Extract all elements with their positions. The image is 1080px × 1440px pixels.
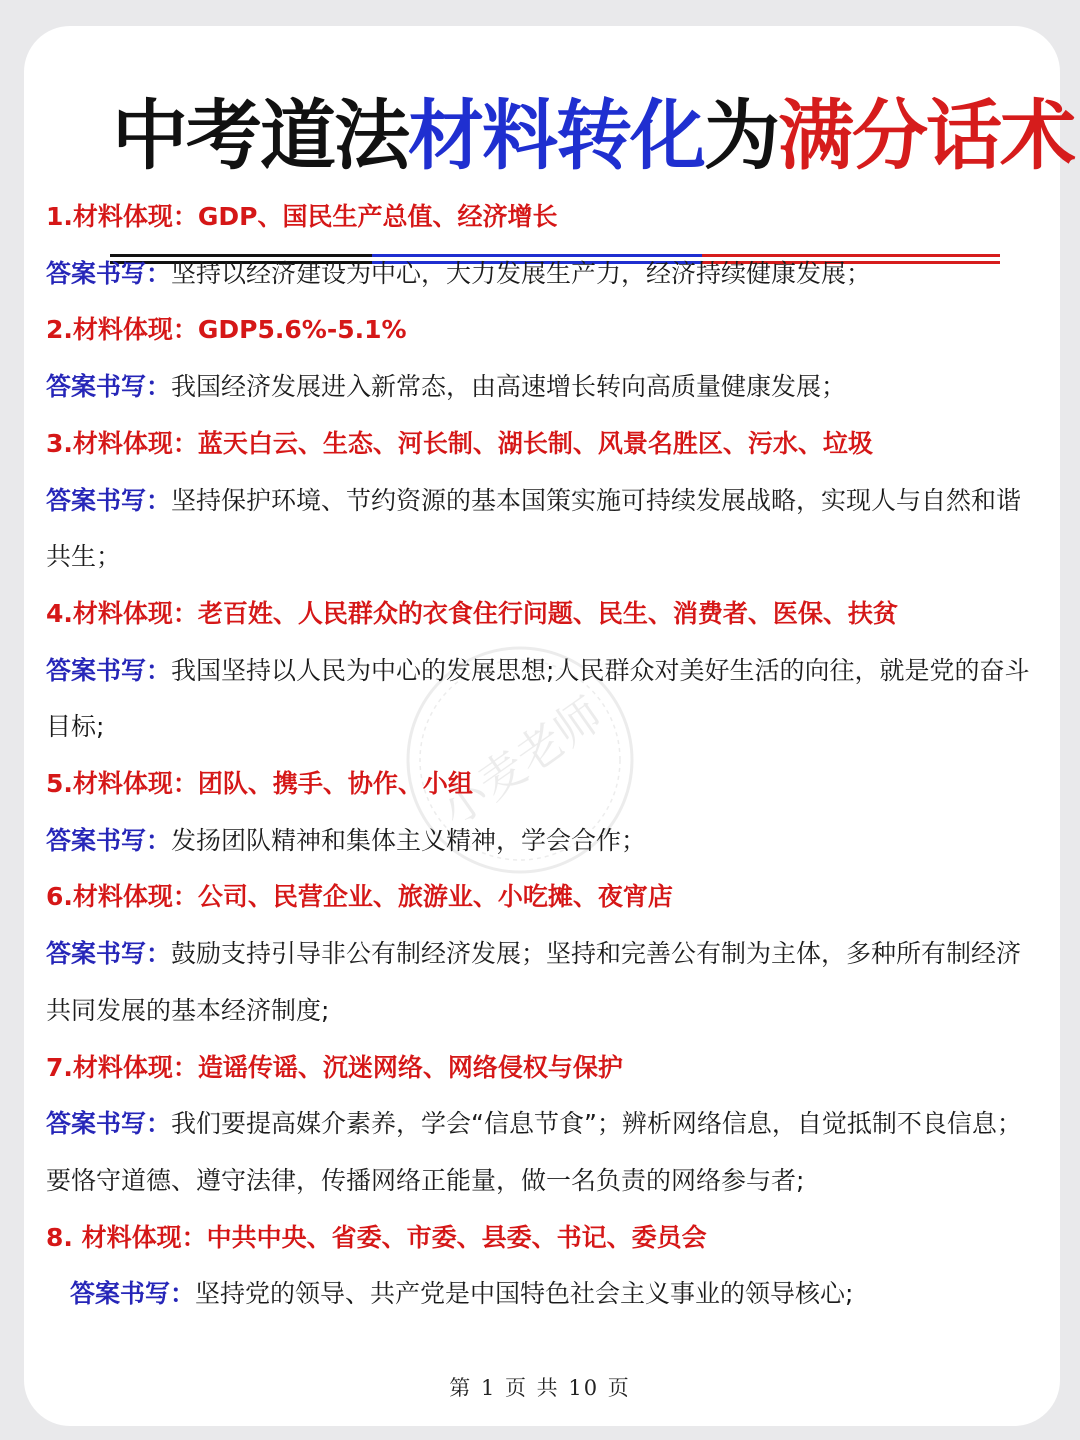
material-line-4: 4.材料体现：老百姓、人民群众的衣食住行问题、民生、消费者、医保、扶贫	[46, 598, 898, 628]
title-part-1: 中考道法	[112, 91, 408, 180]
answer-label: 答案书写：	[46, 485, 172, 515]
answer-line-6	[46, 925, 1046, 982]
answer-text: 发扬团队精神和集体主义精神，学会合作；	[171, 825, 647, 855]
answer-text: 我国经济发展进入新常态，由高速增长转向高质量健康发展；	[171, 372, 847, 402]
answer-label: 答案书写：	[46, 1109, 172, 1139]
answer-label: 答案书写：	[46, 939, 172, 969]
answer-line-5	[46, 812, 1046, 869]
answer-continuation-4: 目标;	[46, 712, 105, 742]
watermark-text: 小麦老师	[430, 686, 612, 837]
answer-label: 答案书写：	[46, 258, 172, 288]
answer-continuation-6: 共同发展的基本经济制度;	[46, 995, 330, 1025]
answer-text: 坚持保护环境、节约资源的基本国策实施可持续发展战略，实现人与自然和谐	[171, 485, 1022, 515]
answer-text: 我国坚持以人民为中心的发展思想;人民群众对美好生活的向往，就是党的奋斗	[171, 655, 1030, 685]
answer-line-8	[70, 1265, 1070, 1322]
answer-line-7	[46, 1095, 1046, 1152]
answer-text: 鼓励支持引导非公有制经济发展；坚持和完善公有制为主体，多种所有制经济	[171, 939, 1022, 969]
title-part-3: 为	[704, 91, 778, 180]
answer-line-2	[46, 358, 1046, 415]
answer-label: 答案书写：	[46, 372, 172, 402]
material-line-3: 3.材料体现：蓝天白云、生态、河长制、湖长制、风景名胜区、污水、垃圾	[46, 428, 873, 458]
material-line-1: 1.材料体现：GDP、国民生产总值、经济增长	[46, 202, 558, 231]
page-title	[0, 88, 1080, 188]
material-line-7: 7.材料体现：造谣传谣、沉迷网络、网络侵权与保护	[46, 1052, 623, 1082]
title-part-4: 满分话术	[778, 91, 1074, 180]
material-line-6: 6.材料体现：公司、民营企业、旅游业、小吃摊、夜宵店	[46, 882, 673, 912]
answer-label: 答案书写：	[46, 655, 172, 685]
answer-continuation-7: 要恪守道德、遵守法律，传播网络正能量，做一名负责的网络参与者;	[46, 1165, 805, 1195]
title-part-2: 材料转化	[408, 91, 704, 180]
answer-line-4	[46, 642, 1046, 699]
answer-text: 坚持党的领导、共产党是中国特色社会主义事业的领导核心;	[195, 1279, 854, 1309]
material-line-8: 8. 材料体现：中共中央、省委、市委、县委、书记、委员会	[46, 1222, 707, 1252]
answer-text: 坚持以经济建设为中心，大力发展生产力，经济持续健康发展；	[171, 258, 872, 288]
title-text	[112, 88, 1074, 184]
answer-label: 答案书写：	[70, 1279, 196, 1309]
material-line-2: 2.材料体现：GDP5.6%-5.1%	[46, 315, 407, 345]
answer-line-1	[46, 245, 1046, 302]
answer-continuation-3: 共生；	[46, 542, 122, 572]
answer-line-3	[46, 472, 1046, 529]
material-line-5: 5.材料体现：团队、携手、协作、小组	[46, 769, 473, 798]
answer-text: 我们要提高媒介素养，学会“信息节食”；辨析网络信息，自觉抵制不良信息；	[171, 1109, 1022, 1139]
answer-label: 答案书写：	[46, 825, 172, 855]
page-footer: 第 1 页 共 10 页	[449, 1376, 631, 1400]
